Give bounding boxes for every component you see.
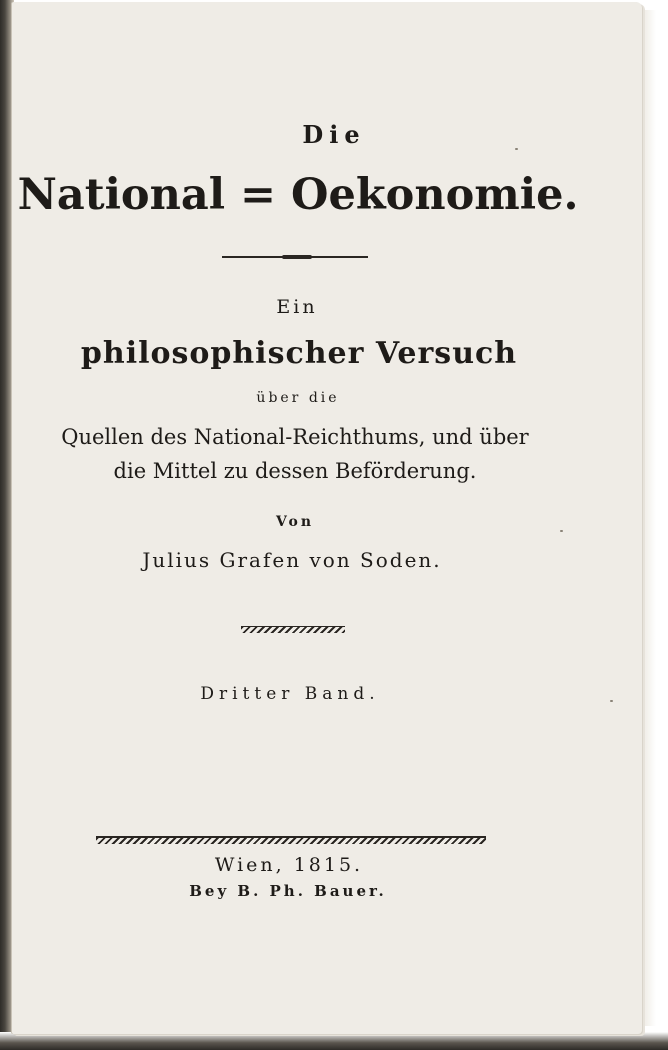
intro-word: Ein	[276, 296, 318, 318]
divider-rule	[222, 256, 368, 258]
description-line-2: die Mittel zu dessen Beförderung.	[113, 459, 477, 483]
subtitle: philosophischer Versuch	[80, 336, 518, 371]
place-year: Wien, 1815.	[214, 854, 364, 876]
title-article: Die	[302, 120, 366, 149]
by-label: Von	[275, 514, 315, 530]
book-bottom-edge	[0, 1032, 668, 1050]
connector-text: über die	[256, 390, 340, 406]
main-title: National = Oekonomie.	[17, 170, 579, 220]
ornamental-rule-long	[96, 836, 486, 844]
paper-speck	[560, 530, 563, 532]
author-name: Julius Grafen von Soden.	[142, 548, 442, 572]
ornamental-rule-short	[241, 626, 345, 633]
publisher: Bey B. Ph. Bauer.	[189, 882, 387, 900]
volume-label: Dritter Band.	[200, 684, 380, 704]
description-line-1: Quellen des National-Reichthums, und über	[61, 425, 529, 449]
